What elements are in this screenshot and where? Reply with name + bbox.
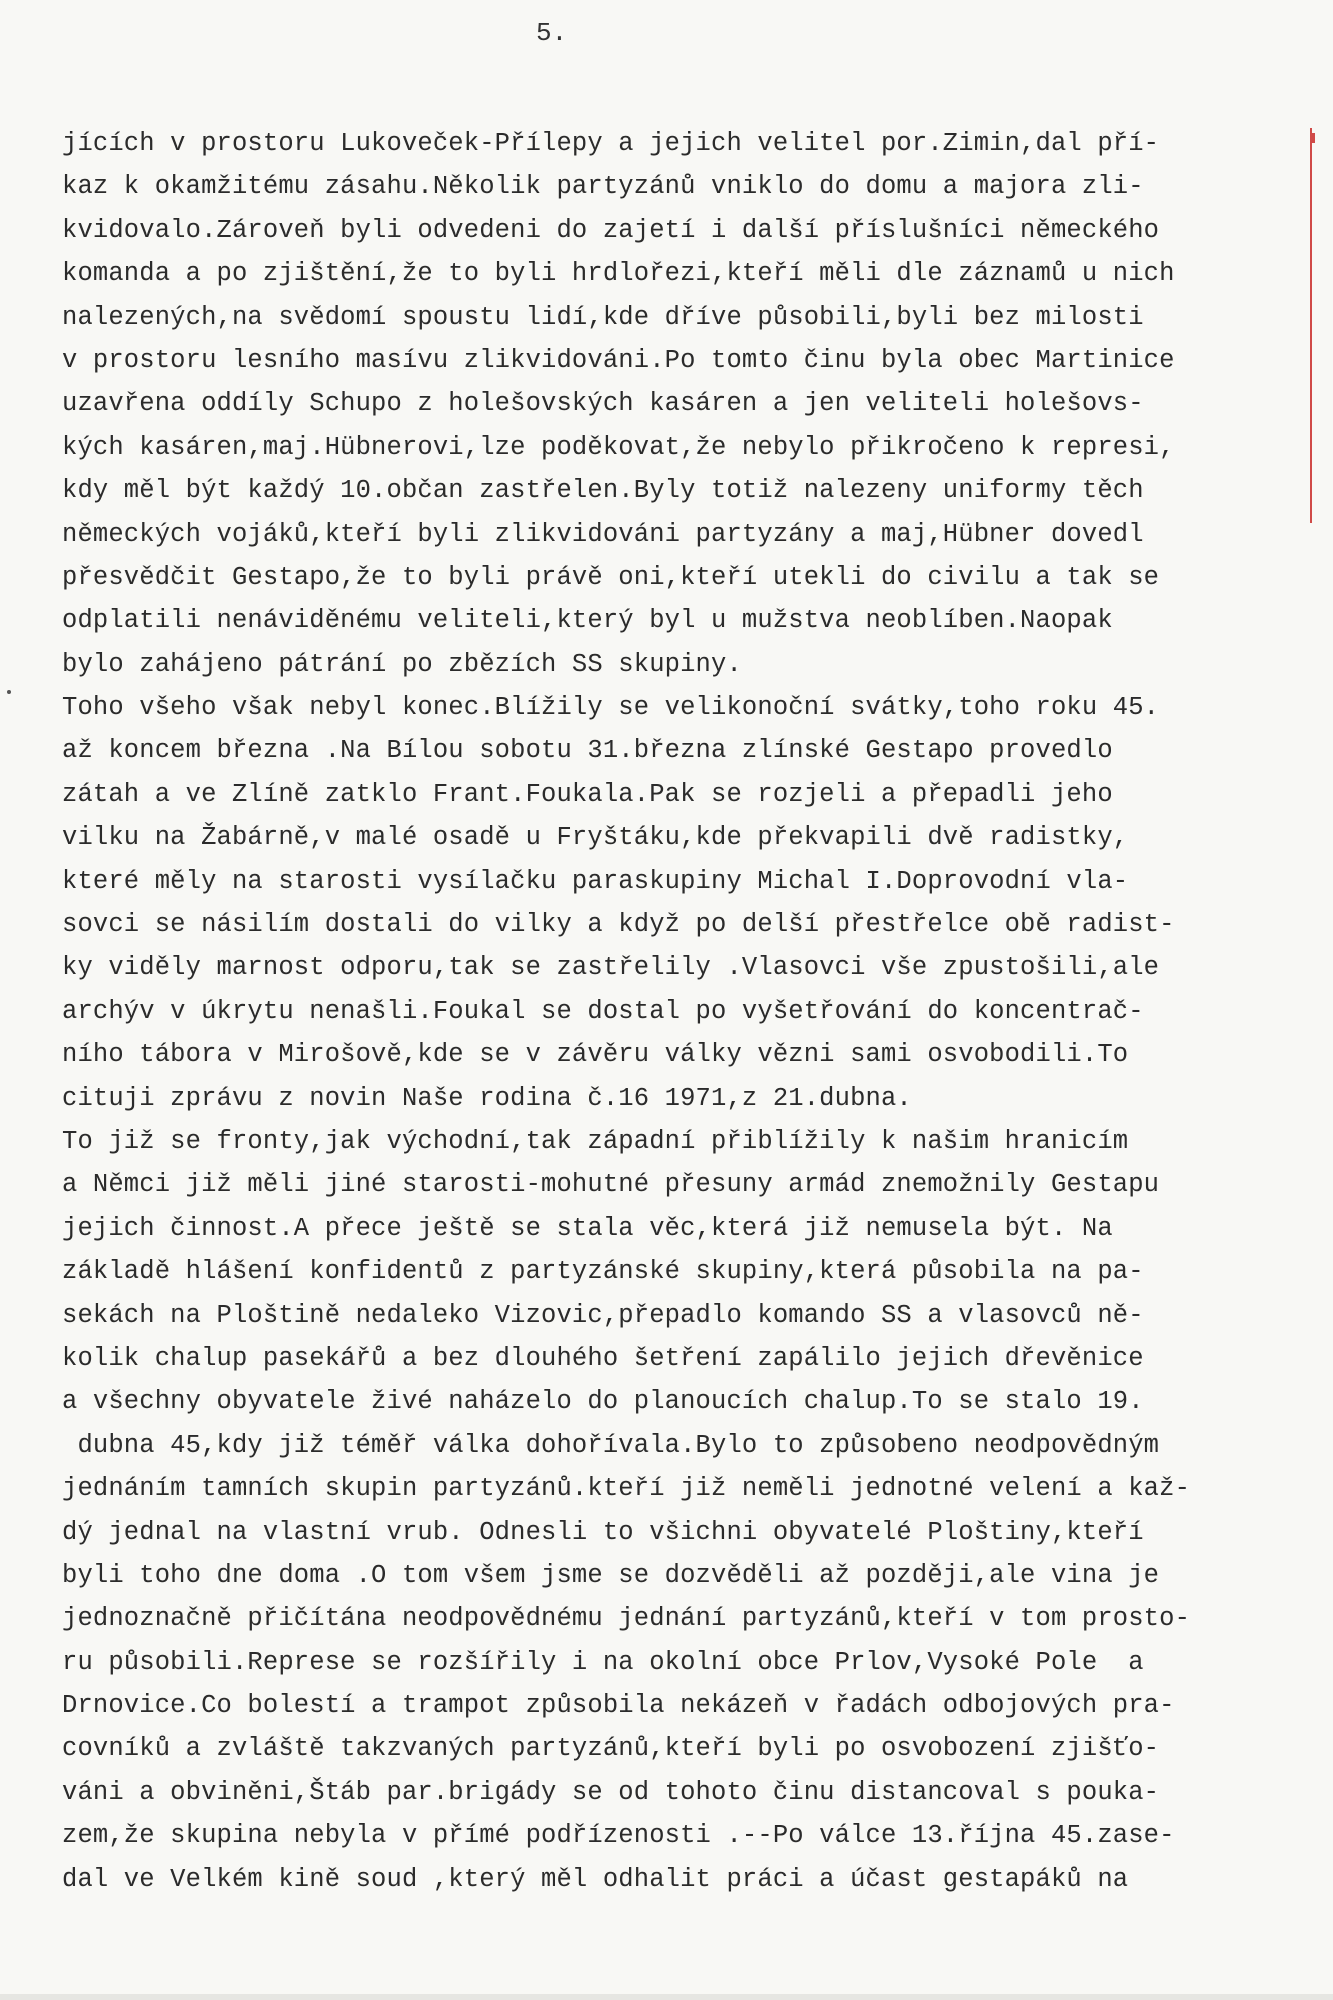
page-number: 5. — [536, 18, 568, 48]
text-line: jednoznačně přičítána neodpovědnému jednání partyzánů,kteří v tom prosto- — [62, 1604, 1191, 1634]
text-line: základě hlášení konfidentů z partyzánské skupiny,která působila na pa- — [62, 1257, 1144, 1287]
margin-annotation-tick — [1312, 133, 1315, 143]
text-line: odplatili nenáviděnému veliteli,který byl u mužstva neoblíben.Naopak — [62, 606, 1113, 636]
text-line: dubna 45,kdy již téměř válka dohořívala.Bylo to způsobeno neodpovědným — [62, 1430, 1160, 1460]
text-line: v prostoru lesního masívu zlikvidováni.Po tomto činu byla obec Martinice — [62, 345, 1175, 375]
text-line: zátah a ve Zlíně zatklo Frant.Foukala.Pak se rozjeli a přepadli jeho — [62, 779, 1113, 809]
text-line: které měly na starosti vysílačku paraskupiny Michal I.Doprovodní vla- — [62, 866, 1129, 896]
text-line: uzavřena oddíly Schupo z holešovských kasáren a jen veliteli holešovs- — [62, 389, 1144, 419]
text-line: kdy měl být každý 10.občan zastřelen.Byly totiž nalezeny uniformy těch — [62, 476, 1144, 506]
text-line: až koncem března .Na Bílou sobotu 31.března zlínské Gestapo provedlo — [62, 736, 1113, 766]
text-line: jících v prostoru Lukoveček-Přílepy a jejich velitel por.Zimin,dal pří- — [62, 129, 1160, 158]
text-line: komanda a po zjištění,že to byli hrdlořezi,kteří měli dle záznamů u nich — [62, 259, 1175, 289]
text-line: cituji zprávu z novin Naše rodina č.16 1971,z 21.dubna. — [62, 1083, 912, 1113]
text-line: sekách na Ploštině nedaleko Vizovic,přepadlo komando SS a vlasovců ně- — [62, 1300, 1144, 1330]
text-line: váni a obviněni,Štáb par.brigády se od tohoto činu distancoval s pouka- — [62, 1777, 1160, 1807]
stray-ink-mark — [7, 690, 11, 694]
text-line: nalezených,na svědomí spoustu lidí,kde dříve působili,byli bez milosti — [62, 302, 1144, 332]
text-line: jejich činnost.A přece ještě se stala věc,která již nemusela být. Na — [62, 1213, 1113, 1243]
text-line: ky viděly marnost odporu,tak se zastřelily .Vlasovci vše zpustošili,ale — [62, 953, 1160, 983]
body-text — [62, 122, 1312, 1901]
margin-annotation-line — [1310, 128, 1312, 523]
text-line: ního tábora v Mirošově,kde se v závěru války vězni sami osvobodili.To — [62, 1040, 1129, 1070]
text-line: To již se fronty,jak východní,tak západní přiblížily k našim hranicím — [62, 1126, 1129, 1156]
text-line: německých vojáků,kteří byli zlikvidováni partyzány a maj,Hübner dovedl — [62, 519, 1144, 549]
text-line: bylo zahájeno pátrání po zbězích SS skupiny. — [62, 649, 742, 679]
text-line: sovci se násilím dostali do vilky a když po delší přestřelce obě radist- — [62, 910, 1175, 940]
text-line: a všechny obyvatele živé naházelo do planoucích chalup.To se stalo 19. — [62, 1387, 1144, 1417]
text-line: byli toho dne doma .O tom všem jsme se dozvěděli až později,ale vina je — [62, 1560, 1160, 1590]
text-line: covníků a zvláště takzvaných partyzánů,kteří byli po osvobození zjišťo- — [62, 1734, 1160, 1764]
text-line: kých kasáren,maj.Hübnerovi,lze poděkovat,že nebylo přikročeno k represi, — [62, 432, 1175, 462]
text-line: kaz k okamžitému zásahu.Několik partyzánů vniklo do domu a majora zli- — [62, 172, 1144, 202]
text-line: zem,že skupina nebyla v přímé podřízenosti .--Po válce 13.října 45.zase- — [62, 1821, 1175, 1851]
text-line: přesvědčit Gestapo,že to byli právě oni,kteří utekli do civilu a tak se — [62, 562, 1160, 592]
page-bottom-edge — [0, 1994, 1333, 2000]
text-line: archýv v úkrytu nenašli.Foukal se dostal po vyšetřování do koncentrač- — [62, 996, 1144, 1026]
text-line: dal ve Velkém kině soud ,který měl odhalit práci a účast gestapáků na — [62, 1864, 1129, 1894]
text-line: kolik chalup pasekářů a bez dlouhého šetření zapálilo jejich dřevěnice — [62, 1343, 1144, 1373]
text-line: a Němci již měli jiné starosti-mohutné přesuny armád znemožnily Gestapu — [62, 1170, 1160, 1200]
text-line: jednáním tamních skupin partyzánů.kteří již neměli jednotné velení a kaž- — [62, 1474, 1191, 1504]
text-line: dý jednal na vlastní vrub. Odnesli to všichni obyvatelé Ploštiny,kteří — [62, 1517, 1144, 1547]
text-line: Toho všeho však nebyl konec.Blížily se velikonoční svátky,toho roku 45. — [62, 693, 1160, 723]
text-line: vilku na Žabárně,v malé osadě u Fryštáku,kde překvapili dvě radistky, — [62, 823, 1129, 853]
text-line: ru působili.Represe se rozšířily i na okolní obce Prlov,Vysoké Pole a — [62, 1647, 1144, 1677]
text-line: kvidovalo.Zároveň byli odvedeni do zajetí i další příslušníci německého — [62, 215, 1160, 245]
text-line: Drnovice.Co bolestí a trampot způsobila nekázeň v řadách odbojových pra- — [62, 1691, 1175, 1721]
